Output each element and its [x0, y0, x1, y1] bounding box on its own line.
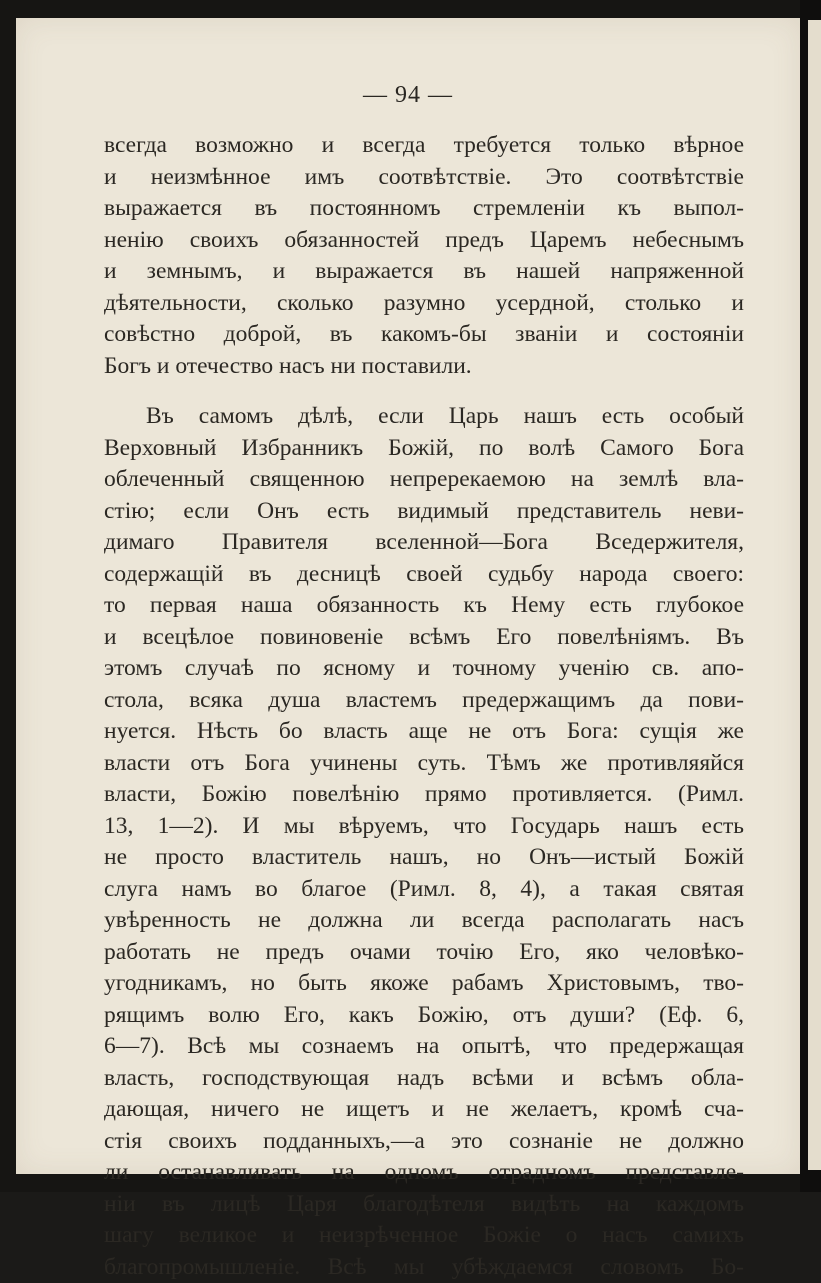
- text-line: работать не предъ очами точію Его, яко человѣко-: [104, 937, 744, 969]
- text-line: совѣстно доброй, въ какомъ-бы званіи и состояніи: [104, 319, 744, 351]
- text-line: этомъ случаѣ по ясному и точному ученію св. апо-: [104, 653, 744, 685]
- text-line: дѣятельности, сколько разумно усердной, столько и: [104, 288, 744, 320]
- text-line: угодникамъ, но быть якоже рабамъ Христовымъ, тво-: [104, 968, 744, 1000]
- text-line: власти, Божію повелѣнію прямо противляется. (Римл.: [104, 779, 744, 811]
- text-line: благопромышленіе. Всѣ мы убѣждаемся словомъ Бо-: [104, 1252, 744, 1283]
- text-line: стію; если Онъ есть видимый представитель неви-: [104, 496, 744, 528]
- text-line: стія своихъ подданныхъ,—а это сознаніе не должно: [104, 1126, 744, 1158]
- page-number: — 94 —: [16, 82, 800, 109]
- page-body: [104, 130, 744, 1283]
- text-line: Верховный Избранникъ Божій, по волѣ Самого Бога: [104, 433, 744, 465]
- text-line: Въ самомъ дѣлѣ, если Царь нашъ есть особый: [104, 401, 744, 433]
- paragraph-1: [104, 130, 744, 382]
- text-line: увѣренность не должна ли всегда располагать насъ: [104, 905, 744, 937]
- adjacent-page-edge: [808, 20, 821, 1170]
- text-line: и земнымъ, и выражается въ нашей напряженной: [104, 256, 744, 288]
- text-line: шагу великое и неизрѣченное Божіе о насъ самихъ: [104, 1220, 744, 1252]
- text-line: нуется. Нѣсть бо власть аще не отъ Бога: сущія же: [104, 716, 744, 748]
- text-line: ніи въ лицѣ Царя благодѣтеля видѣть на каждомъ: [104, 1189, 744, 1221]
- text-line: и неизмѣнное имъ соотвѣтствіе. Это соотвѣтствіе: [104, 162, 744, 194]
- text-line: 6—7). Всѣ мы сознаемъ на опытѣ, что предержащая: [104, 1031, 744, 1063]
- paragraph-2: [104, 401, 744, 1283]
- paragraph-gap: [104, 382, 744, 401]
- text-line: содержащій въ десницѣ своей судьбу народа своего:: [104, 559, 744, 591]
- text-line: ненію своихъ обязанностей предъ Царемъ небеснымъ: [104, 225, 744, 257]
- text-line: и всецѣлое повиновеніе всѣмъ Его повелѣніямъ. Въ: [104, 622, 744, 654]
- text-line: 13, 1—2). И мы вѣруемъ, что Государь нашъ есть: [104, 811, 744, 843]
- book-page: [16, 18, 800, 1174]
- text-line: слуга намъ во благое (Римл. 8, 4), а такая святая: [104, 874, 744, 906]
- text-line: стола, всяка душа властемъ предержащимъ да пови-: [104, 685, 744, 717]
- text-line: не просто властитель нашъ, но Онъ—истый Божій: [104, 842, 744, 874]
- text-line: дающая, ничего не ищетъ и не желаетъ, кромѣ сча-: [104, 1094, 744, 1126]
- text-line: то первая наша обязанность къ Нему есть глубокое: [104, 590, 744, 622]
- text-line: всегда возможно и всегда требуется только вѣрное: [104, 130, 744, 162]
- text-line: власть, господствующая надъ всѣми и всѣмъ обла-: [104, 1063, 744, 1095]
- text-line: рящимъ волю Его, какъ Божію, отъ души? (Еф. 6,: [104, 1000, 744, 1032]
- text-line: власти отъ Бога учинены суть. Тѣмъ же противляяйся: [104, 748, 744, 780]
- text-line: облеченный священною непререкаемою на землѣ вла-: [104, 464, 744, 496]
- text-line: ли останавливать на одномъ отрадномъ представле-: [104, 1157, 744, 1189]
- text-line: Богъ и отечество насъ ни поставили.: [104, 351, 744, 383]
- text-line: выражается въ постоянномъ стремленіи къ выпол-: [104, 193, 744, 225]
- text-line: димаго Правителя вселенной—Бога Вседержителя,: [104, 527, 744, 559]
